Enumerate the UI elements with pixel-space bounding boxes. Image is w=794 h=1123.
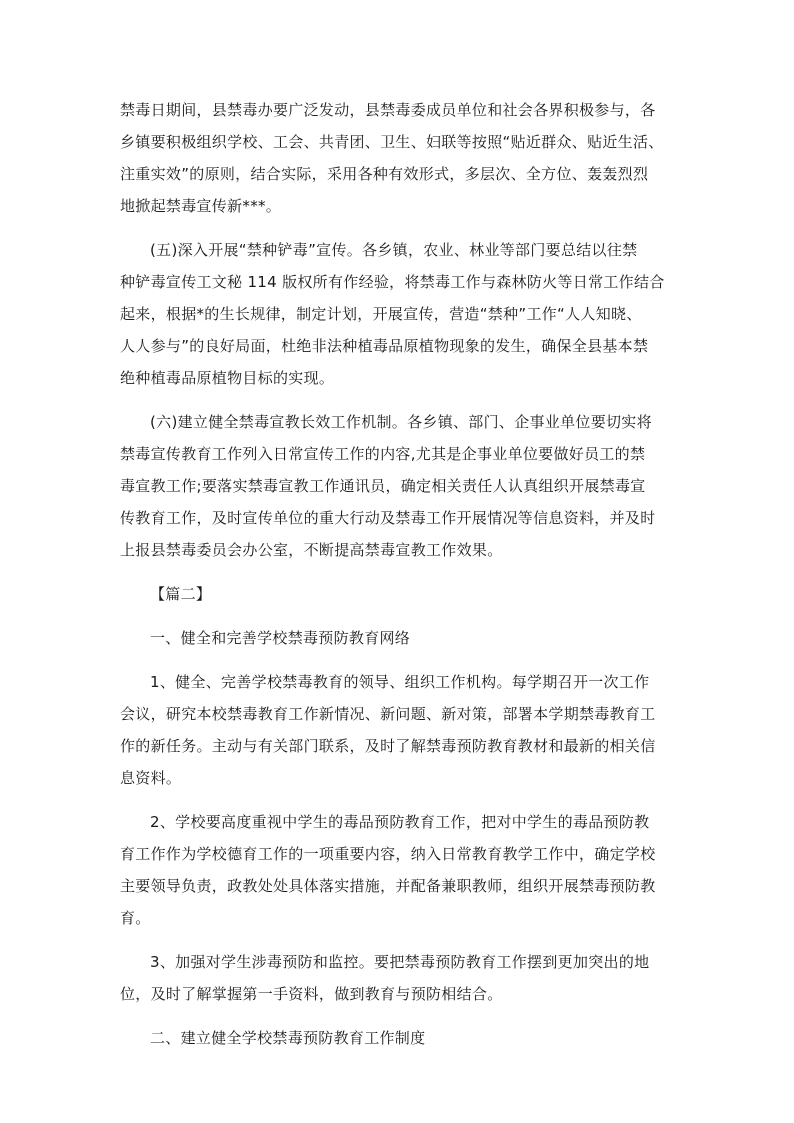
text-line: 禁毒日期间，县禁毒办要广泛发动，县禁毒委成员单位和社会各界积极参与，各 [120,101,656,119]
text-line: (五)深入开展“禁种铲毒”宣传。各乡镇，农业、林业等部门要总结以往禁 [150,241,638,259]
paragraph [120,622,700,654]
paragraph [120,578,700,610]
text-line: 地掀起禁毒宣传新***。 [120,197,282,215]
text-line: 上报县禁毒委员会办公室，不断提高禁毒宣教工作效果。 [120,541,503,559]
text-line: 注重实效”的原则，结合实际，采用各种有效形式，多层次、全方位、轰轰烈烈 [120,165,649,183]
text-line: 主要领导负责，政教处处具体落实措施，并配备兼职教师，组织开展禁毒预防教 [120,877,656,895]
text-line: 育。 [120,909,151,927]
text-line: 【篇二】 [150,585,212,603]
text-line: 种铲毒宣传工文秘 114 版权所有作经验，将禁毒工作与森林防火等日常工作结合 [120,273,665,291]
text-line: (六)建立健全禁毒宣教长效工作机制。各乡镇、部门、企事业单位要切实将 [150,413,652,431]
text-line: 禁毒宣传教育工作列入日常宣传工作的内容,尤其是企事业单位要做好员工的禁 [120,445,646,463]
text-line: 作的新任务。主动与有关部门联系，及时了解禁毒预防教育教材和最新的相关信 [120,737,656,755]
text-line: 会议，研究本校禁毒教育工作新情况、新问题、新对策，部署本学期禁毒教育工 [120,705,656,723]
paragraph [120,946,700,1010]
text-line: 息资料。 [120,769,182,787]
text-line: 人人参与”的良好局面，杜绝非法种植毒品原植物现象的发生，确保全县基本禁 [120,337,649,355]
text-line: 3、加强对学生涉毒预防和监控。要把禁毒预防教育工作摆到更加突出的地 [150,953,650,971]
document-body [120,94,700,1066]
text-line: 二、建立健全学校禁毒预防教育工作制度 [150,1029,426,1047]
text-line: 绝种植毒品原植物目标的实现。 [120,369,335,387]
paragraph [120,1022,700,1054]
text-line: 2、学校要高度重视中学生的毒品预防教育工作，把对中学生的毒品预防教 [150,813,650,831]
paragraph [120,666,700,794]
text-line: 起来，根据*的生长规律，制定计划，开展宣传，营造“禁种”工作“人人知晓、 [120,305,642,323]
text-line: 一、健全和完善学校禁毒预防教育网络 [150,629,411,647]
text-line: 传教育工作，及时宣传单位的重大行动及禁毒工作开展情况等信息资料，并及时 [120,509,656,527]
paragraph [120,234,700,394]
paragraph [120,94,700,222]
text-line: 1、健全、完善学校禁毒教育的领导、组织工作机构。每学期召开一次工作 [150,673,650,691]
text-line: 育工作作为学校德育工作的一项重要内容，纳入日常教育教学工作中，确定学校 [120,845,656,863]
text-line: 乡镇要积极组织学校、工会、共青团、卫生、妇联等按照“贴近群众、贴近生活、 [120,133,664,151]
paragraph [120,806,700,934]
text-line: 毒宣教工作;要落实禁毒宣教工作通讯员，确定相关责任人认真组织开展禁毒宣 [120,477,646,495]
text-line: 位，及时了解掌握第一手资料，做到教育与预防相结合。 [120,985,503,1003]
paragraph [120,406,700,566]
